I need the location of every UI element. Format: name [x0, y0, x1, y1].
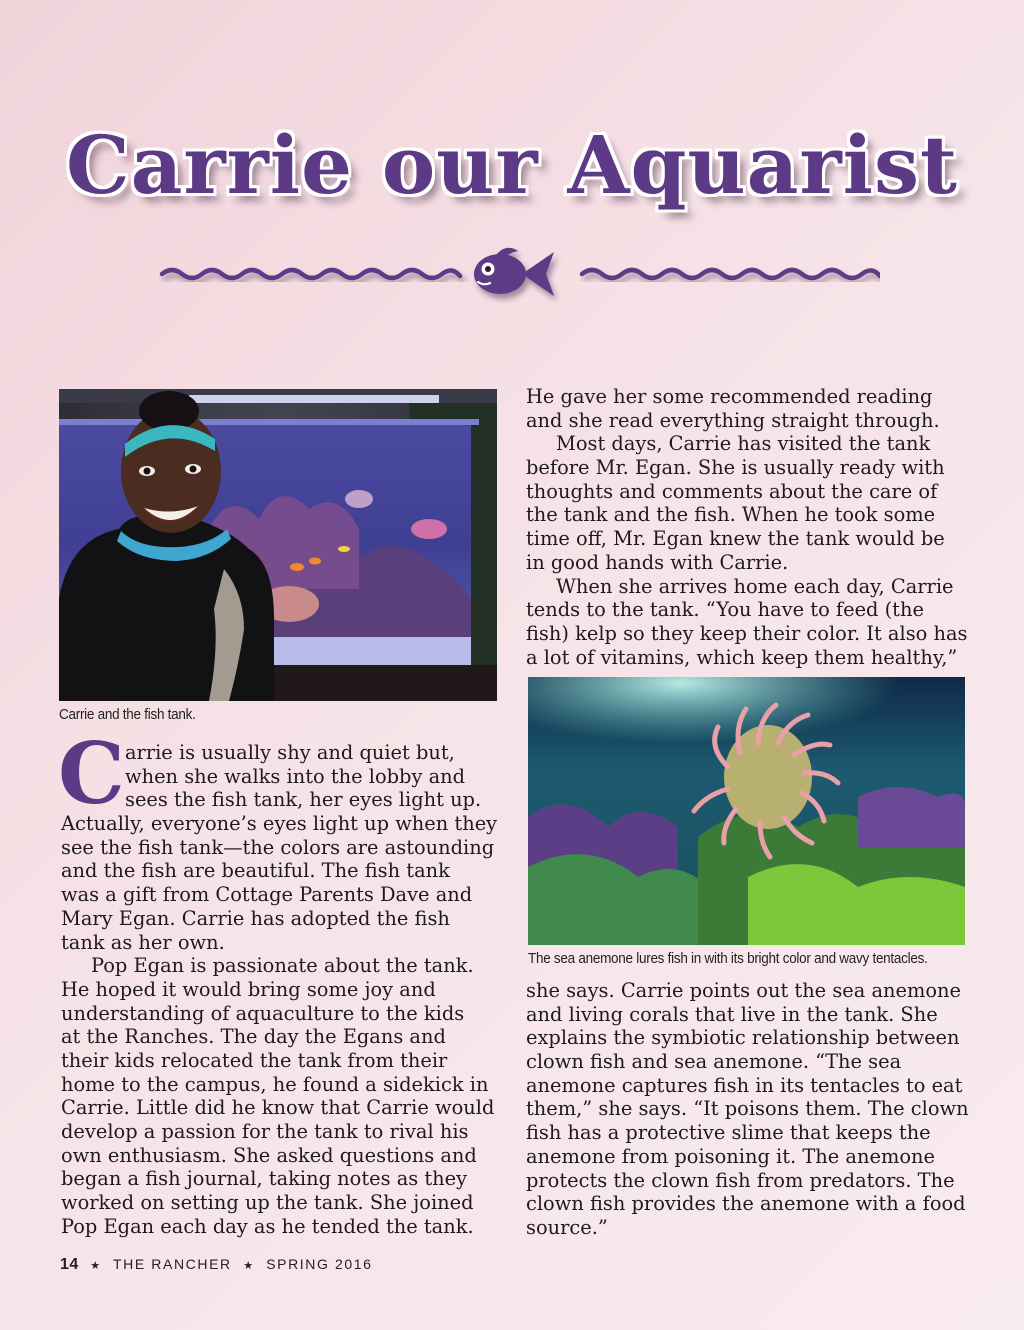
text-line: see the fish tank—the colors are astounding — [61, 835, 495, 859]
text-line: time off, Mr. Egan knew the tank would be — [526, 527, 945, 551]
text-line: she says. Carrie points out the sea anemone — [526, 979, 962, 1002]
text-line: tends to the tank. “You have to feed (the — [526, 598, 924, 622]
text-line: was a gift from Cottage Parents Dave and — [61, 883, 473, 907]
text-line: Pop Egan is passionate about the tank. — [91, 954, 474, 978]
star-separator-icon: ★ — [243, 1260, 255, 1272]
text-line: began a fish journal, taking notes as they — [61, 1167, 468, 1191]
article-title: Carrie our Aquarist — [65, 118, 958, 212]
text-line: Pop Egan each day as he tended the tank. — [61, 1214, 474, 1238]
text-line: and she read everything straight through. — [526, 408, 940, 432]
issue-label: SPRING 2016 — [266, 1256, 373, 1272]
text-line: Mary Egan. Carrie has adopted the fish — [61, 906, 450, 930]
star-separator-icon: ★ — [90, 1260, 102, 1272]
text-line: and living corals that live in the tank. She — [526, 1002, 938, 1026]
left-text-column — [61, 741, 501, 1238]
text-line: He hoped it would bring some joy and — [61, 977, 436, 1001]
text-line: Most days, Carrie has visited the tank — [556, 432, 931, 456]
right-text-column-bottom — [526, 979, 971, 1240]
text-line: understanding of aquaculture to the kids — [61, 1001, 465, 1025]
text-line: arrie is usually shy and quiet but, — [125, 741, 455, 764]
text-line: develop a passion for the tank to rival his — [61, 1120, 469, 1143]
right-wave-line — [582, 270, 880, 278]
text-line: protects the clown fish from predators. The — [526, 1168, 955, 1192]
text-line: in good hands with Carrie. — [526, 550, 789, 574]
text-line: clown fish and sea anemone. “The sea — [526, 1050, 902, 1074]
photo-carrie-fish-tank — [59, 389, 497, 701]
text-line: Carrie. Little did he know that Carrie would — [61, 1096, 495, 1120]
text-line: a lot of vitamins, which keep them healthy,” — [526, 645, 958, 669]
drop-cap: C — [58, 724, 125, 823]
photo1-caption: Carrie and the fish tank. — [59, 706, 196, 723]
text-line: at the Ranches. The day the Egans and — [61, 1025, 446, 1049]
text-line: anemone from poisoning it. The anemone — [526, 1144, 935, 1168]
text-line: fish has a protective slime that keeps the — [526, 1121, 931, 1145]
text-line: He gave her some recommended reading — [526, 385, 933, 408]
text-line: worked on setting up the tank. She joined — [61, 1191, 474, 1215]
text-line: home to the campus, he found a sidekick in — [61, 1072, 489, 1096]
text-line: Actually, everyone’s eyes light up when they — [61, 812, 498, 836]
text-line: explains the symbiotic relationship between — [526, 1026, 960, 1050]
text-line: when she walks into the lobby and — [125, 764, 466, 788]
page-number: 14 — [60, 1256, 79, 1273]
text-line: own enthusiasm. She asked questions and — [61, 1143, 477, 1167]
text-line: tank as her own. — [61, 930, 225, 954]
publication-name: THE RANCHER — [113, 1256, 232, 1272]
text-line: clown fish provides the anemone with a food — [526, 1192, 966, 1216]
photo-sea-anemone — [528, 677, 965, 945]
text-line: fish) kelp so they keep their color. It also has — [526, 621, 968, 645]
photo2-caption: The sea anemone lures fish in with its bright color and wavy tentacles. — [528, 950, 928, 967]
text-line: sees the fish tank, her eyes light up. — [125, 788, 482, 812]
text-line: When she arrives home each day, Carrie — [556, 574, 954, 598]
right-text-column-top — [526, 385, 971, 669]
fish-icon — [474, 248, 554, 296]
text-line: and the fish are beautiful. The fish tank — [61, 859, 450, 883]
text-line: the tank and the fish. When he took some — [526, 503, 936, 527]
page-footer — [60, 1256, 373, 1274]
text-line: thoughts and comments about the care of — [526, 479, 938, 503]
text-line: them,” she says. “It poisons them. The clown — [526, 1097, 969, 1121]
text-line: anemone captures fish in its tentacles to eat — [526, 1073, 963, 1097]
left-wave-line — [162, 270, 460, 278]
fish-wave-ornament — [150, 238, 880, 318]
text-line: before Mr. Egan. She is usually ready with — [526, 456, 945, 480]
text-line: their kids relocated the tank from their — [61, 1048, 448, 1072]
text-line: source.” — [526, 1215, 608, 1239]
